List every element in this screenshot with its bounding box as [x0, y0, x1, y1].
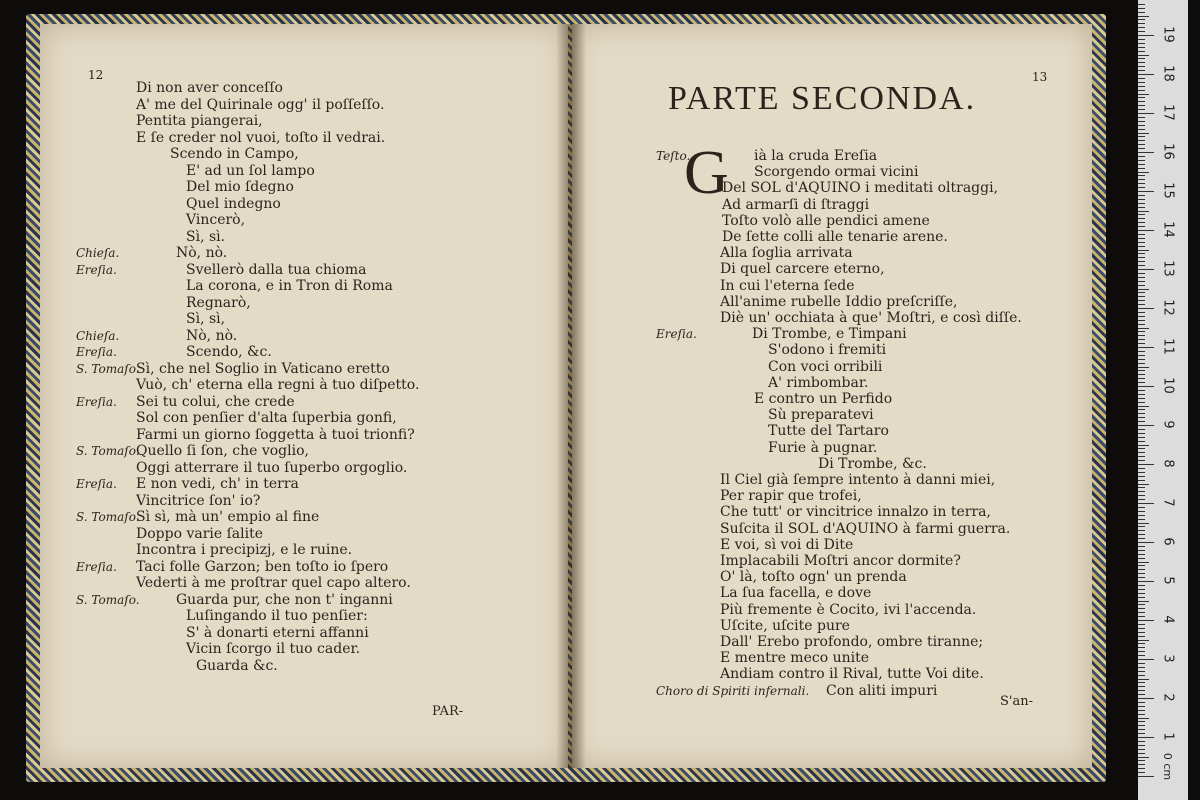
ruler-number: 15 [1160, 182, 1176, 199]
verse-line: Guarda pur, che non t' inganni [176, 591, 393, 608]
verse-line: Vuò, ch' eterna ella regni à tuo diſpetto. [136, 377, 420, 393]
verse-line: Quello ſi ſon, che voglio, [136, 443, 309, 459]
ruler-number: 8 [1160, 459, 1176, 468]
verse-line: Scorgendo ormai vicini [754, 164, 919, 181]
verse-line: Andiam contro il Rival, tutte Voi dite. [720, 666, 984, 683]
speaker-label: S. Tomaſo. [76, 510, 140, 524]
drop-cap: G [684, 139, 729, 207]
verse-line: Ad armarſi di ſtraggi [722, 196, 870, 213]
speaker-label: Choro di Spiriti infernali. [656, 683, 810, 698]
ruler-number: 19 [1160, 26, 1176, 43]
verse-line: Tutte del Tartaro [768, 423, 889, 440]
measuring-ruler [1138, 0, 1188, 800]
verse-line: Furie à pugnar. [768, 439, 878, 456]
verse-line: E non vedi, ch' in terra [136, 476, 299, 492]
catchword: S'an- [1000, 694, 1033, 709]
verse-line: Alla ſoglia arrivata [720, 245, 853, 262]
verse-line: Diè un' occhiata à que' Moſtri, e così diſſe. [720, 310, 1022, 326]
ruler-number: 13 [1160, 260, 1176, 277]
ruler-number: 11 [1160, 338, 1176, 355]
verse-line: All'anime rubelle Iddio preſcriſſe, [720, 293, 958, 310]
verse-line: E voi, sì voi di Dite [720, 536, 854, 553]
verse-line: E contro un Perfido [754, 391, 893, 407]
verse-line: Vincerò, [186, 212, 246, 228]
ruler-number: 10 [1160, 377, 1176, 394]
verse-line: Sì, sì, [186, 311, 226, 327]
verse-line: Quel indegno [186, 195, 281, 212]
verse-line: S'odono i fremiti [768, 342, 887, 359]
ruler-number: 9 [1160, 420, 1176, 429]
verse-line: Con aliti impuri [826, 682, 938, 699]
verse-line: Vederti à me proſtrar quel capo altero. [136, 575, 411, 591]
speaker-label: Ereſia. [76, 559, 117, 574]
verse-line: Toſto volò alle pendici amene [722, 212, 930, 229]
verse-line: ià la cruda Ereſia [754, 148, 878, 164]
left-page [40, 24, 568, 768]
catchword: PAR- [432, 704, 464, 719]
verse-line: A' me del Quirinale ogg' il poſſeſſo. [136, 96, 385, 113]
verse-line: Il Ciel già ſempre intento à danni miei, [720, 472, 996, 488]
verse-line: Regnarò, [186, 294, 251, 311]
verse-line: E' ad un ſol lampo [186, 162, 315, 179]
page-number: 13 [1032, 70, 1048, 84]
verse-line: Pentita piangerai, [136, 113, 263, 129]
verse-line: Sù preparatevi [768, 407, 874, 424]
verse-line: De ſette colli alle tenarie arene. [722, 229, 948, 245]
ruler-number: 1 [1160, 732, 1176, 741]
verse-line: S' à donarti eterni affanni [186, 624, 369, 641]
verse-line: Del mio ſdegno [186, 179, 294, 195]
verse-line: Sì, sì. [186, 228, 226, 245]
verse-line: Scendo, &c. [186, 344, 272, 360]
speaker-label: Ereſia. [656, 327, 697, 342]
speaker-label: Ereſia. [76, 394, 117, 409]
right-page [572, 24, 1092, 768]
verse-line: Suſcita il SOL d'AQUINO à farmi guerra. [720, 520, 1011, 537]
verse-line: Di quel carcere eterno, [720, 261, 885, 278]
speaker-label: Ereſia. [76, 345, 117, 359]
speaker-label: Teſto. [656, 149, 691, 163]
verse-line: Farmi un giorno ſoggetta à tuoi trionfi? [136, 426, 415, 443]
ruler-number: 16 [1160, 143, 1176, 160]
ruler-number: 5 [1160, 576, 1176, 585]
ruler-number: 4 [1160, 615, 1176, 624]
ruler-unit: 0 cm [1161, 752, 1175, 781]
verse-line: Del SOL d'AQUINO i meditati oltraggi, [722, 180, 999, 197]
verse-line: Più fremente è Cocito, ivi l'accenda. [720, 601, 977, 618]
verse-line: Sì, che nel Soglio in Vaticano eretto [136, 360, 390, 377]
verse-line: Sì sì, mà un' empio al fine [136, 509, 320, 525]
ruler-number: 12 [1160, 299, 1176, 316]
ruler-number: 6 [1160, 537, 1176, 546]
verse-line: La ſua facella, e dove [720, 585, 872, 602]
speaker-label: Ereſia. [76, 477, 117, 491]
verse-line: Scendo in Campo, [170, 146, 299, 162]
page-number: 12 [88, 68, 104, 82]
speaker-label: S. Tomaſo. [76, 361, 140, 376]
verse-line: E ſe creder nol vuoi, toſto il vedrai. [136, 129, 386, 146]
verse-line: Per rapir que trofei, [720, 488, 862, 505]
verse-line: Con voci orribili [768, 358, 883, 375]
section-heading: PARTE SECONDA. [668, 80, 977, 117]
ruler-number: 18 [1160, 65, 1176, 82]
verse-line: Doppo varie ſalite [136, 525, 264, 542]
verse-line: E mentre meco unite [720, 650, 870, 667]
verse-line: Di Trombe, &c. [818, 455, 927, 472]
verse-line: Oggi atterrare il tuo ſuperbo orgoglio. [136, 459, 408, 476]
verse-line: Di non aver conceſſo [136, 80, 283, 96]
ruler-number: 2 [1160, 693, 1176, 702]
verse-line: Vicin ſcorgo il tuo cader. [186, 641, 361, 657]
verse-line: La corona, e in Tron di Roma [186, 278, 393, 294]
verse-line: Sol con penſier d'alta ſuperbia gonfi, [136, 410, 397, 426]
verse-line: Svellerò dalla tua chioma [186, 261, 367, 278]
verse-line: Nò, nò. [186, 327, 238, 344]
speaker-label: S. Tomaſo. [76, 444, 140, 458]
ruler-number: 17 [1160, 104, 1176, 121]
verse-line: Incontra i precipizj, e le ruine. [136, 542, 353, 558]
verse-line: Dall' Erebo profondo, ombre tiranne; [720, 634, 984, 650]
ruler-number: 14 [1160, 221, 1176, 238]
verse-line: Guarda &c. [196, 657, 278, 674]
verse-line: Sei tu colui, che crede [136, 393, 295, 410]
book-gutter [556, 24, 586, 768]
speaker-label: S. Tomaſo. [76, 592, 140, 607]
verse-line: Che tutt' or vincitrice innalzo in terra, [720, 504, 991, 521]
verse-line: Implacabili Moſtri ancor dormite? [720, 553, 961, 569]
verse-line: Luſingando il tuo penſier: [186, 608, 368, 624]
speaker-label: Chieſa. [76, 246, 120, 260]
verse-line: Vincitrice ſon' io? [136, 492, 261, 509]
ruler-number: 7 [1160, 498, 1176, 507]
ruler-number: 3 [1160, 654, 1176, 663]
verse-line: O' là, toſto ogn' un prenda [720, 569, 907, 586]
speaker-label: Ereſia. [76, 262, 117, 277]
verse-line: Di Trombe, e Timpani [752, 326, 907, 343]
verse-line: A' rimbombar. [768, 374, 869, 391]
verse-line: Uſcite, uſcite pure [720, 617, 850, 634]
verse-line: Taci folle Garzon; ben toſto io ſpero [136, 558, 389, 575]
verse-line: Nò, nò. [176, 245, 228, 261]
speaker-label: Chieſa. [76, 328, 120, 343]
verse-line: In cui l'eterna ſede [720, 277, 855, 294]
